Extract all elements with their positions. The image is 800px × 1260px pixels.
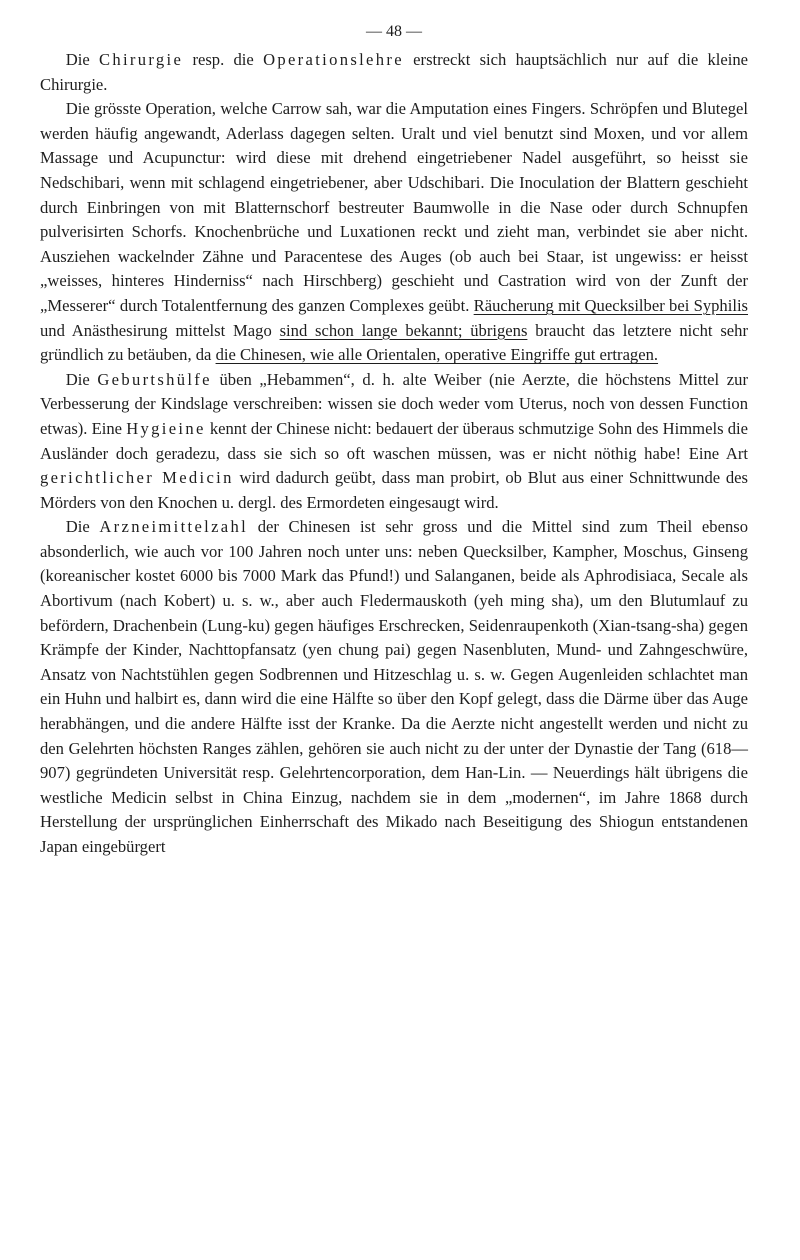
paragraph-operations (40, 97, 748, 368)
text-run: wird dadurch geübt, dass man probirt, ob Blut aus einer Schnittwunde des Mörders von den Knochen u. dergl. des Ermordeten eingesaugt wird. (40, 468, 748, 512)
text-run: Die (65, 50, 99, 69)
text-run: und Anästhesirung mittelst Mago (40, 320, 280, 340)
spaced-term-arzneimittelzahl: Arzneimittelzahl (99, 517, 249, 537)
spaced-term-chirurgie: Chirurgie (98, 50, 184, 69)
book-page (40, 20, 748, 860)
paragraph-obstetrics (40, 368, 748, 516)
underlined-passage: sind schon lange bekannt; übrigens (279, 320, 528, 340)
spaced-term-geburtshuelfe: Geburtshülfe (97, 369, 212, 389)
text-run: der Chinesen ist sehr gross und die Mittel sind zum Theil ebenso absonderlich, wie auch vor 100 Jahren noch unter uns: neben Quecksilber, Kampher, Moschus, Ginseng (koreanischer kostet 6000 bis 7000 Mark das Pfund!) und Salanganen, beide als Aphrodisiaca, Secale als Abortivum (nach Kobert) u. s. w., aber auch Fledermauskoth (yeh ming sha), um den Blutumlauf zu befördern, Drachenbein (Lung-ku) gegen häufiges Erschrecken, Seidenraupenkoth (Xian-tsang-sha) gegen Krämpfe der Kinder, Nachttopfansatz (yen chung pai) gegen Nasenbluten, Mund- und Zahngeschwüre, Ansatz von Nachtstühlen gegen Sodbrennen und Hitzeschlag u. s. w. Gegen Augenleiden schlachtet man ein Huhn und halbirt es, dann wird die eine Hälfte so über den Kopf gelegt, dass die Därme über das Auge herabhängen, und die andere Hälfte isst der Kranke. Da die Aerzte nicht angestellt werden und nicht zu den Gelehrten höchsten Ranges zählen, gehören sie auch nicht zu der unter der Dynastie der Tang (618—907) gegründeten Universität resp. Gelehrtencorporation, dem Han-Lin. — Neuerdings hält übrigens die westliche Medicin selbst in China Einzug, nachdem sie in dem „modernen“, im Jahre 1868 durch Herstellung der ursprünglichen Einherrschaft des Mikado nach Beseitigung des Shiogun entstandenen Japan eingebürgert (40, 517, 748, 856)
page-number: — 48 — (366, 23, 422, 40)
underlined-passage: die Chinesen, wie alle Orientalen, operative Eingriffe gut ertragen. (215, 345, 659, 365)
text-run: üben „Hebammen“, d. h. alte Weiber (nie Aerzte, die höchstens Mittel zur Verbesserung der Kindslage verschreiben: wissen sie doch weder vom Uterus, noch von dessen Function etwas). Eine (40, 369, 748, 438)
spaced-term-gerichtliche-medicin: gerichtlicher Medicin (40, 468, 234, 488)
text-run: resp. die (183, 50, 264, 69)
text-run: braucht das letztere nicht sehr gründlich zu betäuben, da (40, 320, 748, 365)
paragraph-surgery (40, 48, 748, 97)
text-run: Die (65, 369, 98, 389)
text-run: kennt der Chinese nicht: bedauert der überaus schmutzige Sohn des Himmels die Ausländer doch geradezu, dass sie sich so oft waschen müssen, was er nicht nöthig habe! Eine Art (40, 418, 748, 463)
text-run: Die grösste Operation, welche Carrow sah, war die Amputation eines Fingers. Schröpfen und Blutegel werden häufig angewandt, Aderlass dagegen selten. Uralt und viel benutzt sind Moxen, und vor allem Massage und Acupunctur: wird diese mit drehend eingetriebener Nadel ausgeführt, so heisst sie Nedschibari, wenn mit schlagend eingetriebener, aber Udschibari. Die Inoculation der Blattern geschieht durch Einbringen von mit Blatternschorf bestreuter Baumwolle in die Nase oder durch Schnupfen pulverisirten Schorfs. Knochenbrüche und Luxationen reckt und zieht man, verbindet sie aber nicht. Ausziehen wackelnder Zähne und Paracentese des Auges (ob auch bei Staar, ist ungewiss: er heisst „weisses, hinteres Hinderniss“ nach Hirschberg) geschieht und Castration wird von der Zunft der „Messerer“ durch Totalentfernung des ganzen Complexes geübt. (40, 99, 748, 315)
paragraph-remedies (40, 515, 748, 859)
spaced-term-hygieine: Hygieine (126, 418, 206, 438)
text-run: erstreckt sich hauptsächlich nur auf die kleine Chirurgie. (40, 50, 749, 94)
text-run: Die (65, 517, 100, 537)
underlined-passage: Räucherung mit Quecksilber bei Syphilis (473, 295, 749, 315)
spaced-term-operationslehre: Operationslehre (263, 50, 404, 69)
